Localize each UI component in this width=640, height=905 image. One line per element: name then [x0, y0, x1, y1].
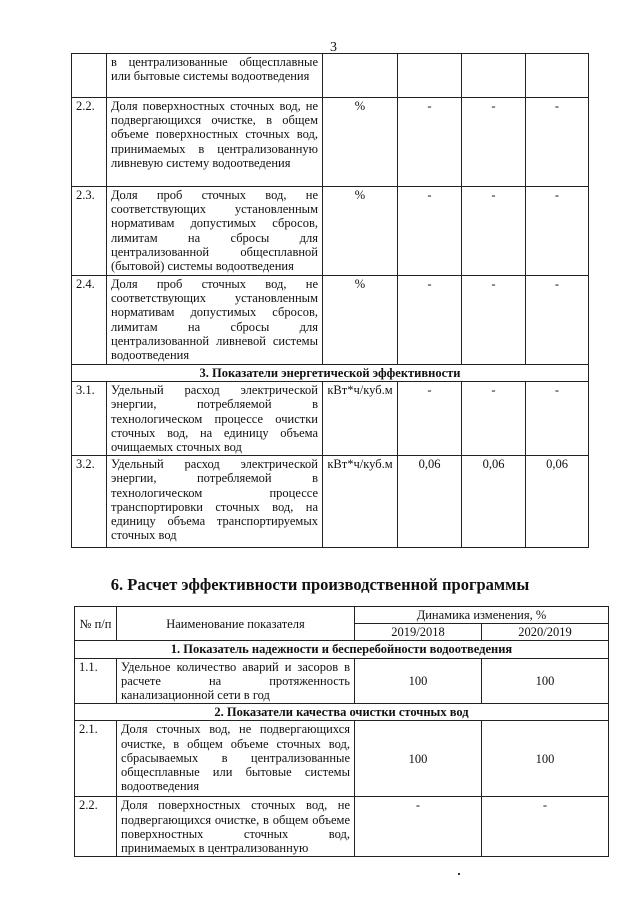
- value-cell: -: [462, 276, 526, 365]
- value-cell: -: [526, 98, 589, 187]
- value-cell: -: [462, 187, 526, 276]
- indicator-name: в централизованные общесплавные или бытовые системы водоотведения: [107, 54, 323, 98]
- row-number: 2.2.: [75, 797, 117, 857]
- section-title-row: [72, 365, 589, 382]
- table-row: [72, 54, 589, 98]
- indicator-name: Доля сточных вод, не подвергающихся очистке, в общем объеме сточных вод, сбрасываемых в централизованные общесплавные или бытовые системы водоотведения: [117, 721, 355, 797]
- table-row: [72, 276, 589, 365]
- value-cell: [526, 54, 589, 98]
- value-cell: -: [526, 187, 589, 276]
- unit-cell: %: [323, 187, 398, 276]
- unit-cell: %: [323, 98, 398, 187]
- value-cell: [462, 54, 526, 98]
- row-number: 2.4.: [72, 276, 107, 365]
- indicator-name: Доля проб сточных вод, не соответствующих установленным нормативам допустимых сбросов, лимитам на сбросы для централизованной общесплавной (бытовой) системы водоотведения: [107, 187, 323, 276]
- value-cell: -: [526, 276, 589, 365]
- unit-cell: кВт*ч/куб.м: [323, 382, 398, 456]
- column-header-period: 2019/2018: [355, 624, 482, 641]
- row-number: [72, 54, 107, 98]
- value-cell: 0,06: [526, 456, 589, 548]
- page-number: 3: [330, 40, 337, 55]
- table-row: [75, 797, 609, 857]
- row-number: 2.3.: [72, 187, 107, 276]
- table-row: [75, 721, 609, 797]
- row-number: 2.1.: [75, 721, 117, 797]
- section-title: 1. Показатель надежности и бесперебойности водоотведения: [75, 641, 609, 658]
- table-row: [72, 456, 589, 548]
- column-header-number: № п/п: [75, 607, 117, 641]
- value-cell: 0,06: [462, 456, 526, 548]
- value-cell: 100: [482, 658, 609, 704]
- value-cell: -: [482, 797, 609, 857]
- table-row: [75, 658, 609, 704]
- section-title: 2. Показатели качества очистки сточных вод: [75, 704, 609, 721]
- section-title-row: [75, 641, 609, 658]
- unit-cell: [323, 54, 398, 98]
- indicator-name: Удельное количество аварий и засоров в расчете на протяженность канализационной сети в год: [117, 658, 355, 704]
- value-cell: -: [355, 797, 482, 857]
- value-cell: -: [398, 276, 462, 365]
- table-row: [72, 382, 589, 456]
- indicators-table: [71, 53, 589, 548]
- indicator-name: Доля проб сточных вод, не соответствующих установленным нормативам допустимых сбросов, лимитам на сбросы для централизованной ливневой системы водоотведения: [107, 276, 323, 365]
- efficiency-table: [74, 606, 609, 857]
- unit-cell: %: [323, 276, 398, 365]
- value-cell: -: [462, 382, 526, 456]
- indicator-name: Удельный расход электрической энергии, потребляемой в технологическом процессе очистки сточных вод, на единицу объема очищаемых сточных вод: [107, 382, 323, 456]
- row-number: 3.2.: [72, 456, 107, 548]
- indicator-name: Удельный расход электрической энергии, потребляемой в технологическом процессе транспортировки сточных вод, на единицу объема транспортируемых сточных вод: [107, 456, 323, 548]
- table-row: [72, 187, 589, 276]
- indicator-name: Доля поверхностных сточных вод, не подвергающихся очистке, в общем объеме поверхностных сточных вод, принимаемых в централизованную: [117, 797, 355, 857]
- section-heading: 6. Расчет эффективности производственной программы: [110, 575, 530, 594]
- value-cell: -: [462, 98, 526, 187]
- indicator-name: Доля поверхностных сточных вод, не подвергающихся очистке, в общем объеме поверхностных сточных вод, принимаемых в централизованную ливневую систему водоотведения: [107, 98, 323, 187]
- value-cell: -: [526, 382, 589, 456]
- value-cell: -: [398, 382, 462, 456]
- section-title-row: [75, 704, 609, 721]
- value-cell: 0,06: [398, 456, 462, 548]
- row-number: 3.1.: [72, 382, 107, 456]
- scan-speck: [458, 873, 460, 875]
- value-cell: -: [398, 98, 462, 187]
- value-cell: [398, 54, 462, 98]
- table-row: [72, 98, 589, 187]
- section-title: 3. Показатели энергетической эффективности: [72, 365, 589, 382]
- value-cell: 100: [355, 721, 482, 797]
- value-cell: 100: [355, 658, 482, 704]
- row-number: 2.2.: [72, 98, 107, 187]
- row-number: 1.1.: [75, 658, 117, 704]
- value-cell: 100: [482, 721, 609, 797]
- value-cell: -: [398, 187, 462, 276]
- column-header-name: Наименование показателя: [117, 607, 355, 641]
- unit-cell: кВт*ч/куб.м: [323, 456, 398, 548]
- header-row: [75, 607, 609, 624]
- column-header-dynamics: Динамика изменения, %: [355, 607, 609, 624]
- column-header-period: 2020/2019: [482, 624, 609, 641]
